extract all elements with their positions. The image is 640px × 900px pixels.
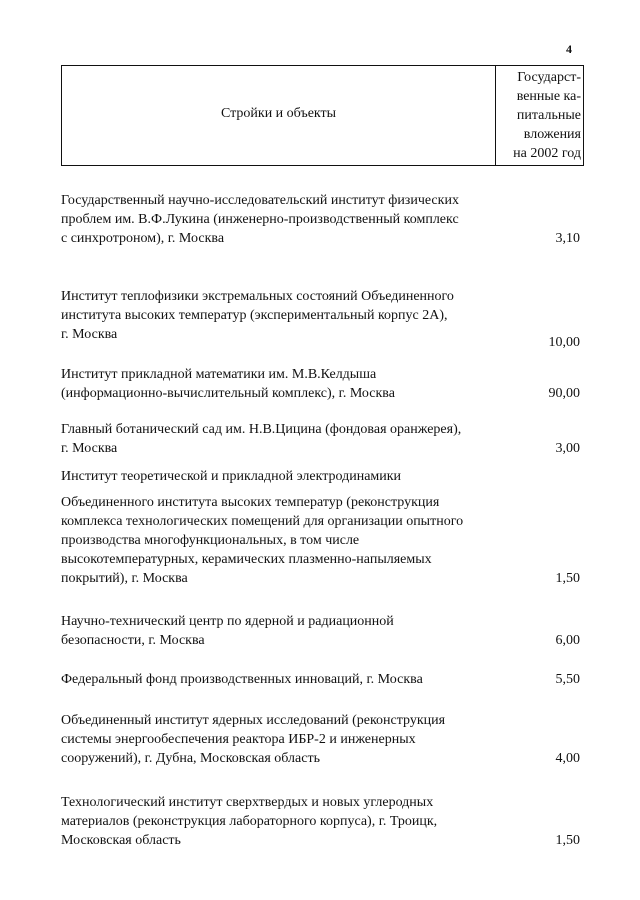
entry-text: Федеральный фонд производственных инноваций, г. Москва [61,672,423,687]
list-item [61,793,584,850]
entry-text: Технологический институт сверхтвердых и новых углеродных материалов (реконструкция лабораторного корпуса), г. Троицк, Московская область [61,795,438,848]
entry-text: Научно-технический центр по ядерной и радиационной безопасности, г. Москва [61,614,394,648]
entry-value: 4,00 [555,751,580,766]
entry-text: Объединенный институт ядерных исследований (реконструкция системы энергообеспечения реактора ИБР-2 и инженерных сооружений), г. Дубна, Московская область [61,713,446,766]
list-item [61,612,584,650]
list-item [61,191,584,248]
entry-text: Институт прикладной математики им. М.В.Келдыша (информационно-вычислительный комплекс), г. Москва [61,367,395,401]
list-item [61,287,584,350]
entry-text: Государственный научно-исследовательский институт физических проблем им. В.Ф.Лукина (инженерно-производственный комплекс с синхротроном), г. Москва [61,193,459,246]
list-item [61,711,584,768]
header-investments-column: Государст- венные ка- питальные вложения на 2002 год [495,66,583,165]
entry-value: 3,00 [555,441,580,456]
entry-value: 10,00 [548,335,580,350]
entry-text: Институт теплофизики экстремальных состояний Объединенного института высоких температур (экспериментальный корпус 2А), г. Москва [61,289,454,342]
entry-text: Объединенного института высоких температур (реконструкция комплекса технологических помещений для организации опытного производства многофункциональных, в том числе высокотемпературных, керамических плазменно-напыляемых покрытий), г. Москва [61,495,464,586]
entry-value: 90,00 [548,386,580,401]
entry-value: 1,50 [555,833,580,848]
list-item [61,467,584,588]
header-objects-label: Стройки и объекты [220,106,337,121]
list-item [61,365,584,403]
entry-value: 1,50 [555,571,580,586]
entry-subtitle: Институт теоретической и прикладной электродинамики [61,469,402,484]
list-item [61,420,584,458]
entry-value: 5,50 [555,672,580,687]
list-item [61,670,584,689]
entry-value: 3,10 [555,231,580,246]
page-number: 4 [566,42,572,56]
entry-text: Главный ботанический сад им. Н.В.Цицина (фондовая оранжерея), г. Москва [61,422,462,456]
entry-value: 6,00 [555,633,580,648]
